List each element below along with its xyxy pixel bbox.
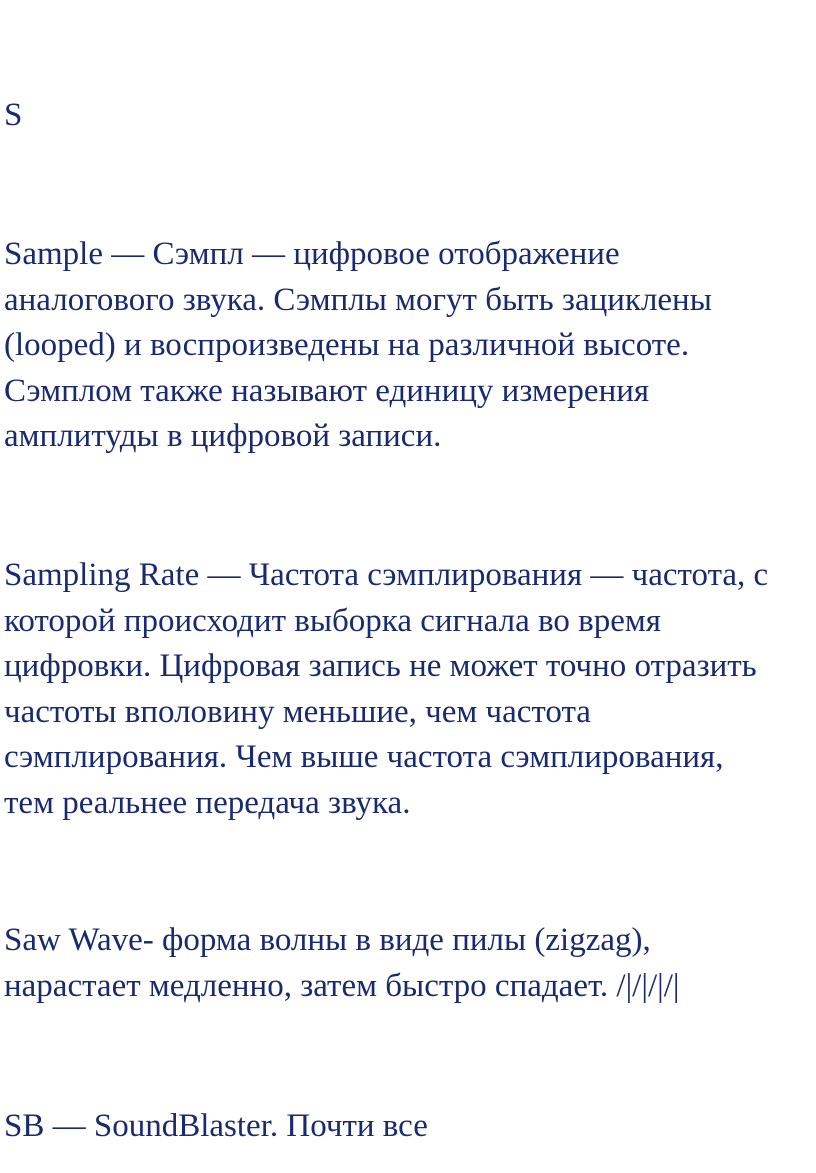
entry-line: аналогового звука. Сэмплы могут быть зациклены — [4, 281, 712, 318]
section-letter: S — [4, 97, 23, 133]
entry-line: амплитуды в цифровой записи. — [4, 418, 442, 454]
entry-line: Сэмплом также называют единицу измерения — [4, 372, 650, 409]
entry-line: цифровки. Цифровая запись не может точно отразить — [4, 648, 757, 684]
entry-line: сэмплирования. Чем выше частота сэмплирования, — [4, 739, 724, 775]
entry-line: Saw Wave- форма волны в виде пилы (zigzag), — [4, 922, 651, 958]
entry-line: нарастает медленно, затем быстро спадает. /|/|/|/| — [4, 967, 680, 1004]
entry-line: тем реальнее передача звука. — [4, 784, 411, 821]
entry-line: (looped) и воспроизведены на различной высоте. — [4, 327, 690, 363]
entry-line: частоты вполовину меньшие, чем частота — [4, 693, 591, 730]
entry-line: которой происходит выборка сигнала во время — [4, 602, 661, 639]
entry-line: Sample — Сэмпл — цифровое отображение — [4, 236, 620, 272]
entry-line: Sampling Rate — Частота сэмплирования — частота, с — [4, 557, 769, 593]
glossary-entry-sampling-rate — [4, 553, 816, 826]
glossary-entry-sb — [4, 1104, 816, 1150]
glossary-entry-saw-wave — [4, 918, 816, 1009]
glossary-entry-sample — [4, 232, 816, 460]
entry-line: SB — SoundBlaster. Почти все — [4, 1108, 428, 1144]
